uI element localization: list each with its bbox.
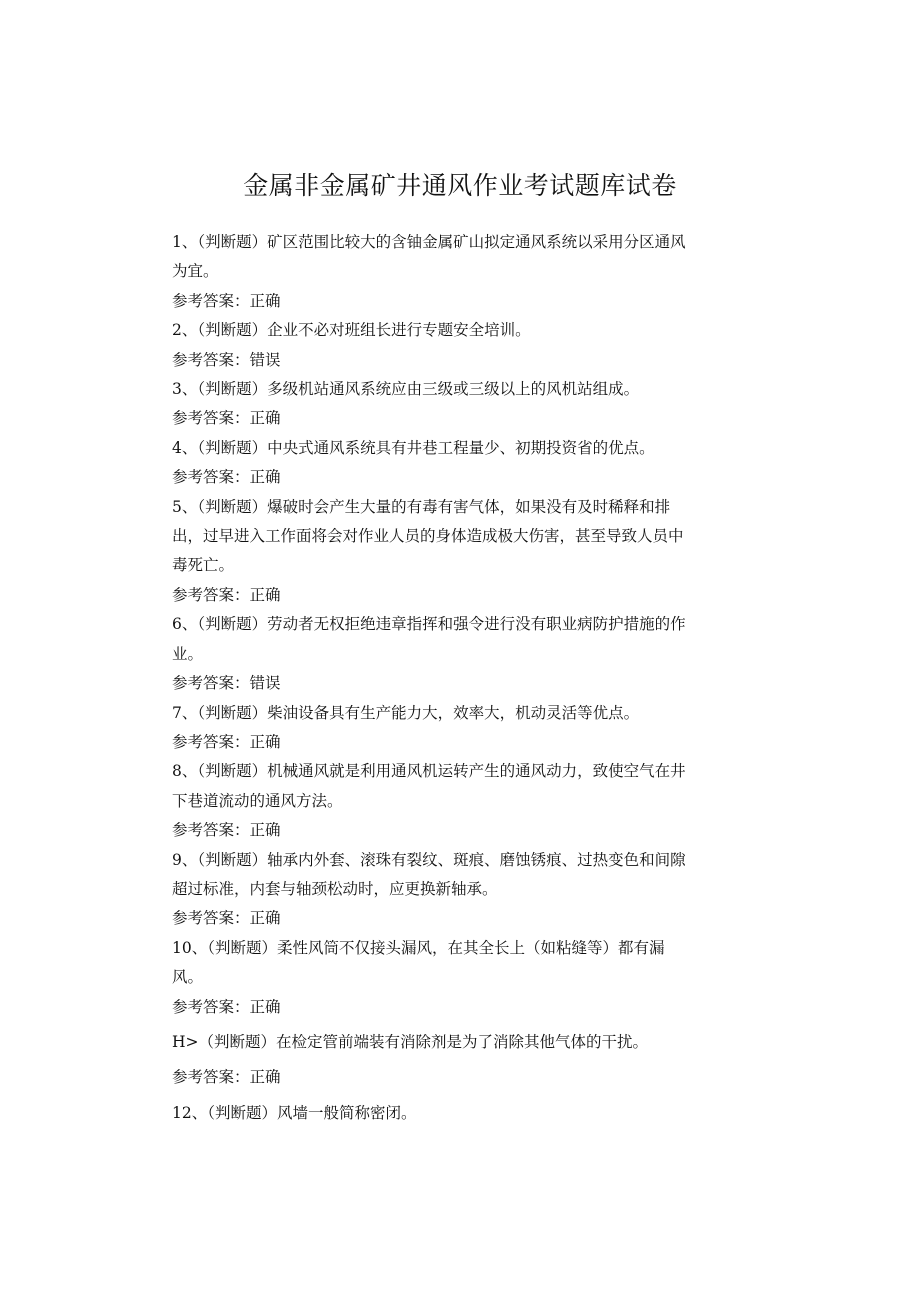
question-2: 2、（判断题）企业不必对班组长进行专题安全培训。 — [172, 321, 531, 340]
question-10-line-2: 风。 — [172, 968, 204, 987]
question-11: H>（判断题）在检定管前端装有消除剂是为了消除其他气体的干扰。 — [172, 1032, 649, 1051]
answer-5: 参考答案：正确 — [172, 585, 281, 604]
question-5-line-2: 出，过早进入工作面将会对作业人员的身体造成极大伤害，甚至导致人员中 — [172, 527, 684, 546]
question-9-line-2: 超过标准，内套与轴颈松动时，应更换新轴承。 — [172, 879, 498, 898]
answer-11: 参考答案：正确 — [172, 1068, 281, 1087]
question-9-line-1: 9、（判断题）轴承内外套、滚珠有裂纹、斑痕、磨蚀锈痕、过热变色和间隙 — [172, 850, 686, 869]
answer-1: 参考答案：正确 — [172, 291, 281, 310]
document-title: 金属非金属矿井通风作业考试题库试卷 — [243, 171, 677, 200]
question-6-line-2: 业。 — [172, 644, 204, 663]
question-6-line-1: 6、（判断题）劳动者无权拒绝违章指挥和强令进行没有职业病防护措施的作 — [172, 615, 686, 634]
answer-6: 参考答案：错误 — [172, 674, 281, 693]
question-8-line-1: 8、（判断题）机械通风就是利用通风机运转产生的通风动力，致使空气在井 — [172, 762, 686, 781]
question-1-line-2: 为宜。 — [172, 262, 219, 281]
question-5-line-1: 5、（判断题）爆破时会产生大量的有毒有害气体，如果没有及时稀释和排 — [172, 497, 671, 516]
question-5-line-3: 毒死亡。 — [172, 556, 235, 575]
question-8-line-2: 下巷道流动的通风方法。 — [172, 791, 343, 810]
question-12: 12、（判断题）风墙一般简称密闭。 — [172, 1103, 417, 1122]
answer-8: 参考答案：正确 — [172, 821, 281, 840]
answer-2: 参考答案：错误 — [172, 350, 281, 369]
question-list — [172, 228, 742, 1128]
question-7: 7、（判断题）柴油设备具有生产能力大，效率大，机动灵活等优点。 — [172, 703, 640, 722]
question-1-line-1: 1、（判断题）矿区范围比较大的含铀金属矿山拟定通风系统以采用分区通风 — [172, 233, 686, 251]
question-10-line-1: 10、（判断题）柔性风筒不仅接头漏风，在其全长上（如粘缝等）都有漏 — [172, 938, 665, 957]
answer-10: 参考答案：正确 — [172, 997, 281, 1016]
answer-7: 参考答案：正确 — [172, 732, 281, 751]
answer-3: 参考答案：正确 — [172, 409, 281, 428]
question-3: 3、（判断题）多级机站通风系统应由三级或三级以上的风机站组成。 — [172, 380, 640, 399]
answer-9: 参考答案：正确 — [172, 909, 281, 928]
question-4: 4、（判断题）中央式通风系统具有井巷工程量少、初期投资省的优点。 — [172, 438, 655, 457]
answer-4: 参考答案：正确 — [172, 468, 281, 487]
